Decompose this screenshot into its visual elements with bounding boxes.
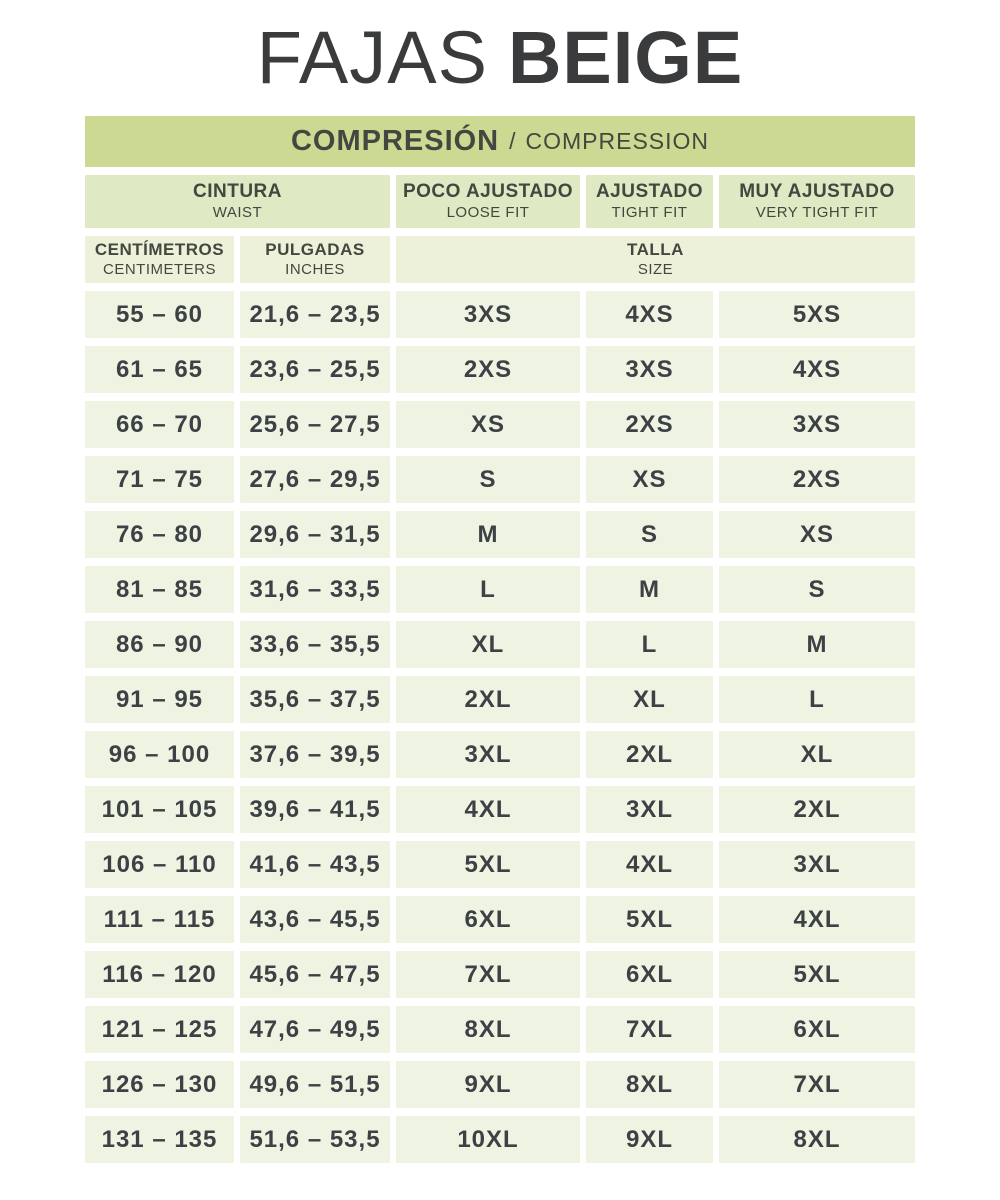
cell-size-very-tight: 8XL xyxy=(719,1116,915,1163)
banner-title-es: COMPRESIÓN xyxy=(290,125,500,157)
cell-centimeters: 96 – 100 xyxy=(85,731,234,778)
subheader-cell-centimeters xyxy=(85,236,234,283)
cell-inches: 37,6 – 39,5 xyxy=(240,731,390,778)
cell-size-very-tight: 4XS xyxy=(719,346,915,393)
header-tight-es: AJUSTADO xyxy=(595,181,704,203)
subheader-inches-es: PULGADAS xyxy=(265,240,365,260)
cell-size-very-tight: L xyxy=(719,676,915,723)
subheader-centimeters-en: CENTIMETERS xyxy=(102,260,216,278)
cell-inches: 23,6 – 25,5 xyxy=(240,346,390,393)
cell-size-very-tight: XS xyxy=(719,511,915,558)
page-title xyxy=(0,0,1000,104)
subheader-size-es: TALLA xyxy=(627,240,684,260)
cell-size-very-tight: XL xyxy=(719,731,915,778)
cell-size-very-tight: 3XL xyxy=(719,841,915,888)
cell-inches: 29,6 – 31,5 xyxy=(240,511,390,558)
subheader-inches-en: INCHES xyxy=(285,260,345,278)
cell-inches: 25,6 – 27,5 xyxy=(240,401,390,448)
cell-size-loose: 5XL xyxy=(396,841,580,888)
cell-size-tight: L xyxy=(586,621,713,668)
cell-inches: 41,6 – 43,5 xyxy=(240,841,390,888)
cell-size-very-tight: 7XL xyxy=(719,1061,915,1108)
header-loose-en: LOOSE FIT xyxy=(446,203,530,221)
cell-size-loose: 6XL xyxy=(396,896,580,943)
cell-size-tight: 6XL xyxy=(586,951,713,998)
cell-centimeters: 116 – 120 xyxy=(85,951,234,998)
title-variant-text: BEIGE xyxy=(507,16,744,99)
header-loose-es: POCO AJUSTADO xyxy=(402,181,574,203)
cell-centimeters: 61 – 65 xyxy=(85,346,234,393)
cell-size-very-tight: 2XL xyxy=(719,786,915,833)
cell-centimeters: 121 – 125 xyxy=(85,1006,234,1053)
cell-size-very-tight: 2XS xyxy=(719,456,915,503)
cell-size-loose: 3XS xyxy=(396,291,580,338)
cell-centimeters: 81 – 85 xyxy=(85,566,234,613)
cell-centimeters: 101 – 105 xyxy=(85,786,234,833)
cell-size-tight: 4XS xyxy=(586,291,713,338)
header-tight-en: TIGHT FIT xyxy=(611,203,688,221)
subheader-size-en: SIZE xyxy=(637,260,674,278)
cell-inches: 31,6 – 33,5 xyxy=(240,566,390,613)
header-very-tight-es: MUY AJUSTADO xyxy=(739,181,895,203)
cell-size-very-tight: 5XS xyxy=(719,291,915,338)
cell-size-tight: XL xyxy=(586,676,713,723)
cell-size-loose: 2XL xyxy=(396,676,580,723)
cell-centimeters: 86 – 90 xyxy=(85,621,234,668)
cell-size-loose: XL xyxy=(396,621,580,668)
cell-size-loose: XS xyxy=(396,401,580,448)
cell-size-loose: 7XL xyxy=(396,951,580,998)
cell-centimeters: 55 – 60 xyxy=(85,291,234,338)
cell-size-very-tight: 4XL xyxy=(719,896,915,943)
cell-size-loose: 2XS xyxy=(396,346,580,393)
cell-size-tight: 8XL xyxy=(586,1061,713,1108)
cell-size-tight: 9XL xyxy=(586,1116,713,1163)
cell-inches: 21,6 – 23,5 xyxy=(240,291,390,338)
cell-inches: 51,6 – 53,5 xyxy=(240,1116,390,1163)
cell-centimeters: 76 – 80 xyxy=(85,511,234,558)
cell-inches: 49,6 – 51,5 xyxy=(240,1061,390,1108)
cell-centimeters: 71 – 75 xyxy=(85,456,234,503)
cell-size-loose: 10XL xyxy=(396,1116,580,1163)
cell-size-tight: 2XS xyxy=(586,401,713,448)
cell-size-tight: 2XL xyxy=(586,731,713,778)
cell-size-very-tight: 3XS xyxy=(719,401,915,448)
cell-size-loose: 3XL xyxy=(396,731,580,778)
cell-size-loose: L xyxy=(396,566,580,613)
cell-size-loose: 4XL xyxy=(396,786,580,833)
cell-size-tight: 5XL xyxy=(586,896,713,943)
cell-size-tight: S xyxy=(586,511,713,558)
cell-size-loose: 8XL xyxy=(396,1006,580,1053)
cell-centimeters: 66 – 70 xyxy=(85,401,234,448)
cell-inches: 43,6 – 45,5 xyxy=(240,896,390,943)
header-cell-waist xyxy=(85,175,390,228)
cell-inches: 47,6 – 49,5 xyxy=(240,1006,390,1053)
cell-size-very-tight: 6XL xyxy=(719,1006,915,1053)
cell-size-tight: 3XL xyxy=(586,786,713,833)
banner-slash: / xyxy=(509,128,516,154)
subheader-cell-inches xyxy=(240,236,390,283)
cell-inches: 45,6 – 47,5 xyxy=(240,951,390,998)
title-brand-text: FAJAS xyxy=(256,16,488,99)
cell-centimeters: 131 – 135 xyxy=(85,1116,234,1163)
cell-inches: 39,6 – 41,5 xyxy=(240,786,390,833)
cell-inches: 33,6 – 35,5 xyxy=(240,621,390,668)
cell-size-very-tight: M xyxy=(719,621,915,668)
compression-size-table xyxy=(85,116,915,1163)
cell-size-loose: 9XL xyxy=(396,1061,580,1108)
cell-centimeters: 106 – 110 xyxy=(85,841,234,888)
header-cell-loose-fit xyxy=(396,175,580,228)
cell-size-loose: S xyxy=(396,456,580,503)
compression-banner xyxy=(85,116,915,167)
cell-size-tight: 4XL xyxy=(586,841,713,888)
header-waist-es: CINTURA xyxy=(193,181,282,203)
cell-size-tight: 3XS xyxy=(586,346,713,393)
cell-inches: 27,6 – 29,5 xyxy=(240,456,390,503)
subheader-cell-size xyxy=(396,236,915,283)
cell-centimeters: 126 – 130 xyxy=(85,1061,234,1108)
cell-size-tight: 7XL xyxy=(586,1006,713,1053)
banner-title-en: COMPRESSION xyxy=(525,128,710,154)
subheader-centimeters-es: CENTÍMETROS xyxy=(94,240,225,260)
header-very-tight-en: VERY TIGHT FIT xyxy=(755,203,879,221)
cell-size-very-tight: 5XL xyxy=(719,951,915,998)
cell-size-loose: M xyxy=(396,511,580,558)
cell-centimeters: 111 – 115 xyxy=(85,896,234,943)
header-cell-tight-fit xyxy=(586,175,713,228)
cell-size-very-tight: S xyxy=(719,566,915,613)
header-waist-en: WAIST xyxy=(212,203,263,221)
cell-size-tight: XS xyxy=(586,456,713,503)
cell-inches: 35,6 – 37,5 xyxy=(240,676,390,723)
cell-centimeters: 91 – 95 xyxy=(85,676,234,723)
cell-size-tight: M xyxy=(586,566,713,613)
header-cell-very-tight-fit xyxy=(719,175,915,228)
